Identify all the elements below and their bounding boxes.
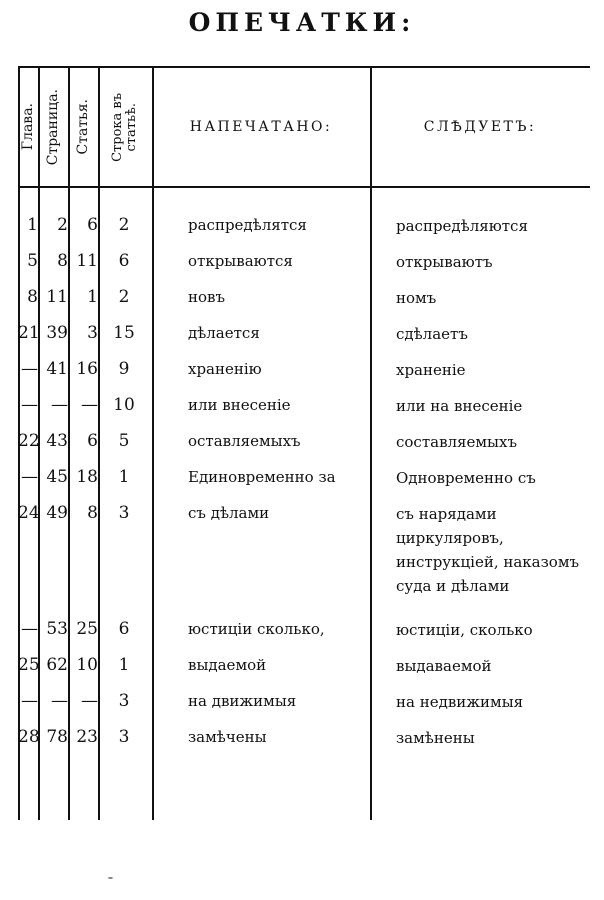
row-printed: юстиціи сколько, — [188, 620, 325, 638]
row-chapter: 1 — [27, 215, 38, 235]
row-article: 10 — [76, 655, 98, 675]
table-row — [18, 322, 590, 358]
print-mark: ˉ — [107, 876, 114, 892]
row-article: 8 — [87, 503, 98, 523]
printed-header-label: НАПЕЧАТАНО: — [189, 119, 333, 135]
line-header-label-b: статьѣ. — [124, 102, 139, 152]
row-chapter: 28 — [18, 727, 40, 747]
row-page: 39 — [46, 323, 68, 343]
row-printed: оставляемыхъ — [188, 432, 301, 450]
row-line: 5 — [118, 431, 130, 451]
table-row — [18, 654, 590, 690]
table-row — [18, 214, 590, 250]
row-printed: распредѣлятся — [188, 216, 307, 234]
row-article: 1 — [87, 287, 98, 307]
row-line: 3 — [118, 727, 130, 747]
row-article: 11 — [76, 251, 98, 271]
printed-header — [152, 66, 370, 188]
row-page: 53 — [46, 619, 68, 639]
row-should: составляемыхъ — [396, 433, 517, 451]
row-should: на недвижимыя — [396, 693, 524, 711]
row-printed: новъ — [188, 288, 226, 306]
article-header — [68, 66, 98, 188]
row-line: 10 — [113, 395, 135, 415]
row-chapter: 8 — [27, 287, 38, 307]
line-header-label-a: Строка въ — [110, 92, 125, 162]
row-printed: на движимыя — [188, 692, 297, 710]
row-should: сдѣлаетъ — [396, 325, 468, 343]
row-line: 2 — [118, 215, 130, 235]
row-chapter: 21 — [18, 323, 40, 343]
table-row — [18, 430, 590, 466]
chapter-header — [18, 66, 38, 188]
row-page: — — [51, 395, 68, 415]
row-line: 3 — [118, 503, 130, 523]
row-should: распредѣляются — [396, 217, 528, 235]
table-row — [18, 726, 590, 762]
row-chapter: — — [21, 619, 38, 639]
row-printed: выдаемой — [188, 656, 267, 674]
row-should: замѣнены — [396, 729, 475, 747]
row-line: 6 — [118, 251, 130, 271]
row-chapter: 22 — [18, 431, 40, 451]
page-header — [38, 66, 68, 188]
row-chapter: 25 — [18, 655, 40, 675]
row-chapter: 24 — [18, 503, 40, 523]
row-page: 78 — [46, 727, 68, 747]
chapter-header-label: Глава. — [20, 103, 36, 151]
row-printed: открываются — [188, 252, 293, 270]
should-header — [370, 66, 590, 188]
row-printed: храненію — [188, 360, 262, 378]
table-row — [18, 286, 590, 322]
row-should: или на внесеніе — [396, 397, 523, 415]
row-should: открываютъ — [396, 253, 493, 271]
row-article: — — [81, 691, 98, 711]
line-header — [98, 66, 152, 188]
row-article: 3 — [87, 323, 98, 343]
row-chapter: 5 — [27, 251, 38, 271]
row-line: 6 — [118, 619, 130, 639]
row-line: 15 — [113, 323, 135, 343]
row-chapter: — — [21, 691, 38, 711]
row-should: юстиціи, сколько — [396, 621, 533, 639]
row-should: номъ — [396, 289, 437, 307]
row-chapter: — — [21, 395, 38, 415]
article-header-label: Статья. — [75, 99, 91, 155]
row-article: 18 — [76, 467, 98, 487]
row-page: 2 — [57, 215, 68, 235]
row-line: 2 — [118, 287, 130, 307]
row-article: 23 — [76, 727, 98, 747]
row-page: 11 — [46, 287, 68, 307]
row-should: храненіе — [396, 361, 466, 379]
errata-table — [18, 66, 590, 820]
row-page: 49 — [46, 503, 68, 523]
row-should: съ нарядами циркуляровъ, инструкціей, наказомъ суда и дѣлами — [396, 505, 580, 595]
row-page: 41 — [46, 359, 68, 379]
row-chapter: — — [21, 359, 38, 379]
row-should: Одновременно съ — [396, 469, 536, 487]
table-row — [18, 466, 590, 502]
row-page: 43 — [46, 431, 68, 451]
should-header-label: СЛѢДУЕТЪ: — [423, 119, 537, 135]
row-article: 16 — [76, 359, 98, 379]
table-row — [18, 618, 590, 654]
row-chapter: — — [21, 467, 38, 487]
row-line: 1 — [118, 467, 130, 487]
row-should: выдаваемой — [396, 657, 492, 675]
row-printed: съ дѣлами — [188, 504, 270, 522]
row-page: 8 — [57, 251, 68, 271]
row-printed: дѣлается — [188, 324, 260, 342]
page-header-label: Страница. — [45, 88, 61, 166]
row-page: — — [51, 691, 68, 711]
row-line: 1 — [118, 655, 130, 675]
row-article: 6 — [87, 215, 98, 235]
table-row — [18, 358, 590, 394]
page-title: ОПЕЧАТКИ: — [188, 8, 416, 37]
row-page: 45 — [46, 467, 68, 487]
row-line: 3 — [118, 691, 130, 711]
table-row — [18, 394, 590, 430]
row-printed: Единовременно за — [188, 468, 336, 486]
row-printed: или внесеніе — [188, 396, 291, 414]
row-page: 62 — [46, 655, 68, 675]
table-row — [18, 502, 590, 618]
table-row — [18, 690, 590, 726]
row-printed: замѣчены — [188, 728, 267, 746]
row-article: 25 — [76, 619, 98, 639]
table-row — [18, 250, 590, 286]
row-article: — — [81, 395, 98, 415]
row-line: 9 — [118, 359, 130, 379]
row-article: 6 — [87, 431, 98, 451]
